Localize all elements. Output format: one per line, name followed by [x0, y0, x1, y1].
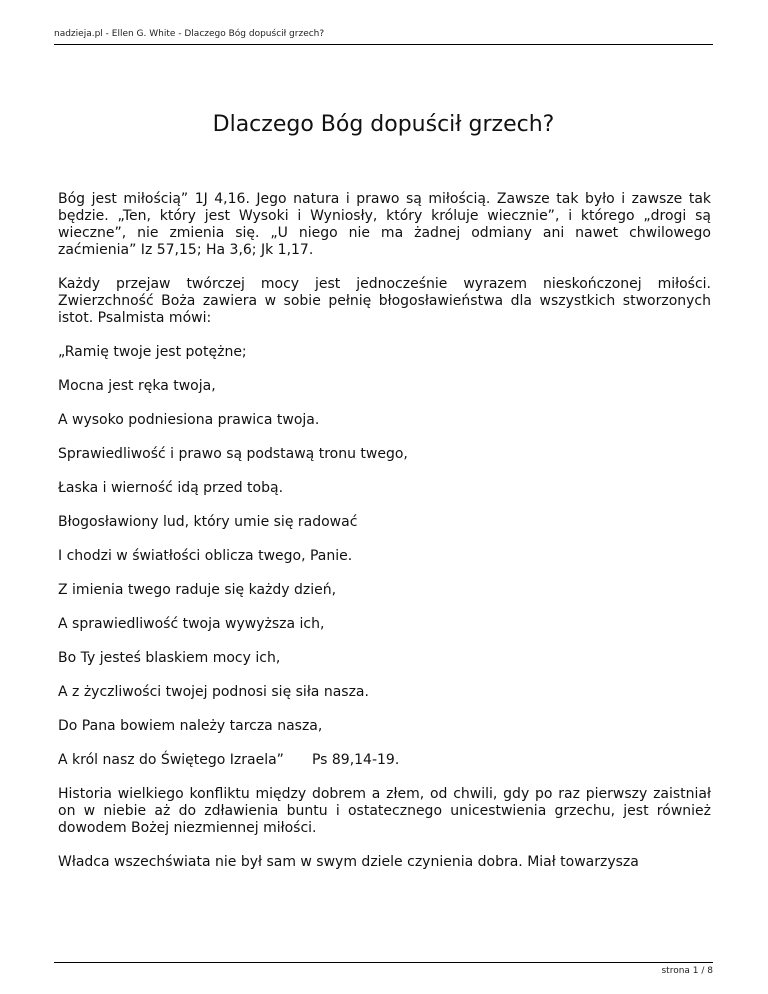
body-paragraph: Władca wszechświata nie był sam w swym dziele czynienia dobra. Miał towarzysza — [58, 854, 639, 870]
body-paragraph: Każdy przejaw twórczej mocy jest jednocześnie wyrazem nieskończonej miłości. Zwierzchność Boża zawiera w sobie pełnię błogosławieństwa dla wszystkich stworzonych istot. Psalmista mówi: — [58, 276, 711, 326]
document-body — [58, 191, 711, 888]
scripture-reference: Ps 89,14-19. — [311, 752, 400, 768]
psalm-verse-line: Błogosławiony lud, który umie się radować — [58, 514, 358, 530]
psalm-verse-line: Mocna jest ręka twoja, — [58, 378, 216, 394]
psalm-verse-line: I chodzi w światłości oblicza twego, Panie. — [58, 548, 353, 564]
psalm-verse-line: Sprawiedliwość i prawo są podstawą tronu twego, — [58, 446, 408, 462]
body-paragraph: Historia wielkiego konfliktu między dobrem a złem, od chwili, gdy po raz pierwszy zaistniał on w niebie aż do zdławienia buntu i ostatecznego unicestwienia grzechu, jest również dowodem Bożej niezmiennej miłości. — [58, 786, 711, 836]
psalm-verse-line: A sprawiedliwość twoja wywyższa ich, — [58, 616, 325, 632]
page-number: strona 1 / 8 — [661, 966, 713, 976]
running-title: nadzieja.pl - Ellen G. White - Dlaczego Bóg dopuścił grzech? — [54, 29, 325, 39]
body-paragraph: Bóg jest miłością” 1J 4,16. Jego natura i prawo są miłością. Zawsze tak było i zawsze tak będzie. „Ten, który jest Wysoki i Wyniosły, który króluje wiecznie”, i którego „drogi są wieczne”, nie zmienia się. „U niego nie ma żadnej odmiany ani nawet chwilowego zaćmienia” Iz 57,15; Ha 3,6; Jk 1,17. — [58, 191, 711, 258]
page-footer — [54, 962, 713, 977]
psalm-verse-line: Do Pana bowiem należy tarcza nasza, — [58, 718, 323, 734]
psalm-verse-line: Łaska i wierność idą przed tobą. — [58, 480, 284, 496]
psalm-verse-line: A z życzliwości twojej podnosi się siła nasza. — [58, 684, 369, 700]
psalm-verse-line: Z imienia twego raduje się każdy dzień, — [58, 582, 337, 598]
psalm-verse-line: A wysoko podniesiona prawica twoja. — [58, 412, 320, 428]
psalm-verse-text: A król nasz do Świętego Izraela” — [58, 752, 284, 768]
page-header — [54, 27, 713, 45]
psalm-verse-line: Bo Ty jesteś blaskiem mocy ich, — [58, 650, 281, 666]
psalm-verse-line: „Ramię twoje jest potężne; — [58, 344, 247, 360]
psalm-verse-last-line — [58, 752, 711, 769]
document-title: Dlaczego Bóg dopuścił grzech? — [212, 112, 555, 137]
